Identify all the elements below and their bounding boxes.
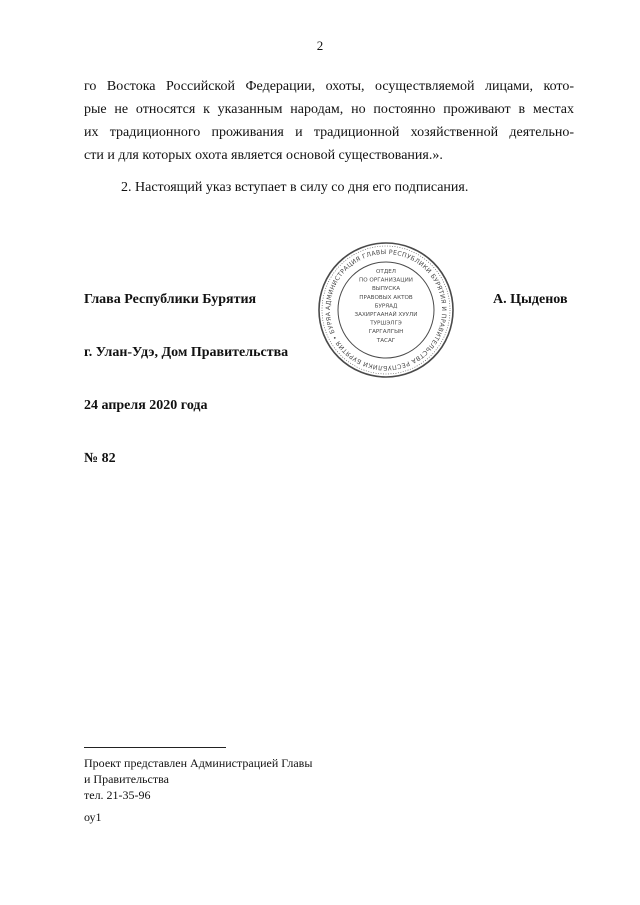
seal-ring-text: АДМИНИСТРАЦИЯ ГЛАВЫ РЕСПУБЛИКИ БУРЯТИЯ И ПРАВИТЕЛЬСТВА РЕСПУБЛИКИ БУРЯТИЯ • БУРЯА <box>324 248 448 372</box>
footnote-line: тел. 21-35-96 <box>84 788 151 802</box>
footnote-divider <box>84 747 226 748</box>
seal-outer-ring <box>319 243 453 377</box>
seal-inner-line: ГАРГАЛГЫН <box>368 329 404 336</box>
clause-2: 2. Настоящий указ вступает в силу со дня его подписания. <box>121 180 469 195</box>
issue-date: 24 апреля 2020 года <box>84 398 208 413</box>
decree-number: № 82 <box>84 451 116 466</box>
body-line: го Востока Российской Федерации, охоты, осуществляемой лицами, кото- <box>84 79 574 94</box>
document-code: оу1 <box>84 810 102 824</box>
seal-inner-line: ПРАВОВЫХ АКТОВ <box>359 294 413 301</box>
body-line: рые не относятся к указанным народам, но постоянно проживают в местах <box>84 102 574 117</box>
seal-inner-line: ЗАХИРГААНАЙ ХУУЛИ <box>354 312 418 318</box>
official-seal <box>316 240 456 380</box>
signatory-title: Глава Республики Бурятия <box>84 292 257 307</box>
seal-dotted-ring <box>322 246 450 374</box>
footnote <box>84 755 312 803</box>
seal-inner-line: ВЫПУСКА <box>371 286 401 293</box>
footnote-line: и Правительства <box>84 772 169 786</box>
seal-inner-line: ТУРШЭЛГЭ <box>370 320 402 327</box>
page-number: 2 <box>316 38 324 53</box>
footnote-line: Проект представлен Администрацией Главы <box>84 756 313 770</box>
seal-inner-line: БУРЯАД <box>374 303 398 310</box>
seal-inner-line: ТАСАГ <box>376 337 396 344</box>
body-line: сти и для которых охота является основой существования.». <box>84 148 443 163</box>
seal-inner-line: ПО ОРГАНИЗАЦИИ <box>359 277 413 284</box>
body-paragraph <box>84 75 574 167</box>
seal-graphic <box>316 240 456 380</box>
body-line: их традиционного проживания и традиционной хозяйственной деятельно- <box>84 125 574 140</box>
issue-place: г. Улан-Удэ, Дом Правительства <box>84 345 289 360</box>
signatory-name: А. Цыденов <box>493 292 568 307</box>
seal-inner-line: ОТДЕЛ <box>376 269 396 275</box>
